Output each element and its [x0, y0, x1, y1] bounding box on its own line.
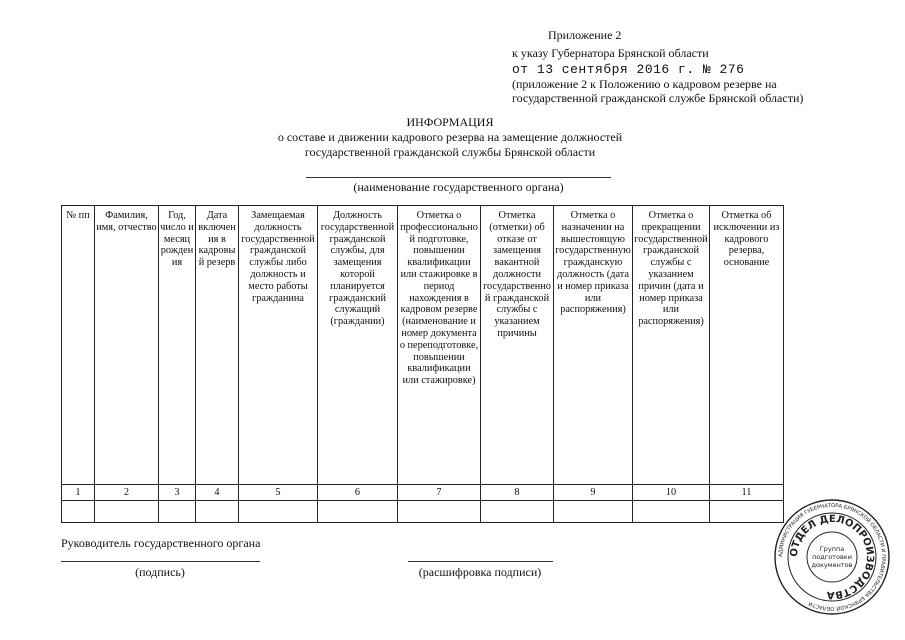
column-number: 1 [62, 485, 95, 501]
header-cell: Должность государственной гражданской службы, для замещения которой планируется гражданский служащий (граждании) [318, 206, 398, 485]
table-row [62, 501, 784, 523]
stamp-ring-text: ОТДЕЛ ДЕЛОПРОИЗВОДСТВА [788, 513, 876, 601]
column-number: 5 [239, 485, 318, 501]
header-cell: № пп [62, 206, 95, 485]
column-number: 9 [554, 485, 633, 501]
header-cell: Отметка (отметки) об отказе от замещения вакантной должности государственной гражданской службы с указанием причины [481, 206, 554, 485]
decoding-caption: (расшифровка подписи) [418, 565, 542, 579]
column-number: 6 [318, 485, 398, 501]
column-number: 8 [481, 485, 554, 501]
empty-cell [633, 501, 710, 523]
stamp-outer-text: АДМИНИСТРАЦИЯ ГУБЕРНАТОРА БРЯНСКОЙ ОБЛАСТИ И ПРАВИТЕЛЬСТВА БРЯНСКОЙ ОБЛАСТИ [777, 502, 887, 612]
column-number: 10 [633, 485, 710, 501]
head-of-agency-label: Руководитель государственного органа [61, 536, 261, 550]
header-cell: Отметка о назначении на вышестоящую государственную гражданскую должность (дата и номер приказа или распоряжения) [554, 206, 633, 485]
stamp-center-line-1: Группа [819, 545, 845, 553]
column-number: 2 [95, 485, 159, 501]
reserve-table [61, 205, 784, 523]
column-number: 7 [398, 485, 481, 501]
header-cell: Замещаемая должность государственной гражданской службы либо должность и место работы гражданина [239, 206, 318, 485]
column-number: 11 [710, 485, 784, 501]
office-stamp [773, 498, 891, 616]
stamp-center-line-2: подготовки [812, 553, 852, 561]
header-cell: Дата включения в кадровый резерв [196, 206, 239, 485]
title-line-2: о составе и движении кадрового резерва на замещение должностей [277, 130, 623, 144]
org-name-line [306, 177, 611, 178]
decree-reference: к указу Губернатора Брянской области [512, 46, 709, 60]
empty-cell [95, 501, 159, 523]
column-number: 3 [159, 485, 196, 501]
appendix-label: Приложение 2 [548, 28, 622, 42]
stamp-center-line-3: документов [811, 561, 853, 569]
title-line-3: государственной гражданской службы Брянской области [304, 145, 596, 159]
table-header-row [62, 206, 784, 485]
empty-cell [196, 501, 239, 523]
empty-cell [62, 501, 95, 523]
header-cell: Отметка об исключении из кадрового резерва, основание [710, 206, 784, 485]
note-line-1: (приложение 2 к Положению о кадровом резерве на [512, 77, 777, 91]
column-number-row [62, 485, 784, 501]
signature-caption: (подпись) [135, 565, 185, 579]
decoding-line [408, 561, 553, 562]
empty-cell [159, 501, 196, 523]
header-cell: Отметка о прекращении государственной гражданской службы с указанием причин (дата и номер приказа или распоряжения) [633, 206, 710, 485]
empty-cell [554, 501, 633, 523]
empty-cell [318, 501, 398, 523]
column-number: 4 [196, 485, 239, 501]
header-cell: Фамилия, имя, отчество [95, 206, 159, 485]
empty-cell [239, 501, 318, 523]
document-title: ИНФОРМАЦИЯ [406, 115, 494, 129]
empty-cell [398, 501, 481, 523]
org-name-caption: (наименование государственного органа) [353, 180, 564, 194]
stamp-seal-icon [773, 498, 891, 616]
note-line-2: государственной гражданской службе Брянской области) [512, 91, 804, 105]
header-cell: Отметка о профессиональной подготовке, повышении квалификации или стажировке в период нахождения в кадровом резерве (наименование и номер документа о переподготовке, повышении квалификации или стажировке) [398, 206, 481, 485]
header-cell: Год, число и месяц рождения [159, 206, 196, 485]
signature-line [61, 561, 260, 562]
empty-cell [481, 501, 554, 523]
decree-date: от 13 сентября 2016 г. № 276 [512, 62, 745, 77]
